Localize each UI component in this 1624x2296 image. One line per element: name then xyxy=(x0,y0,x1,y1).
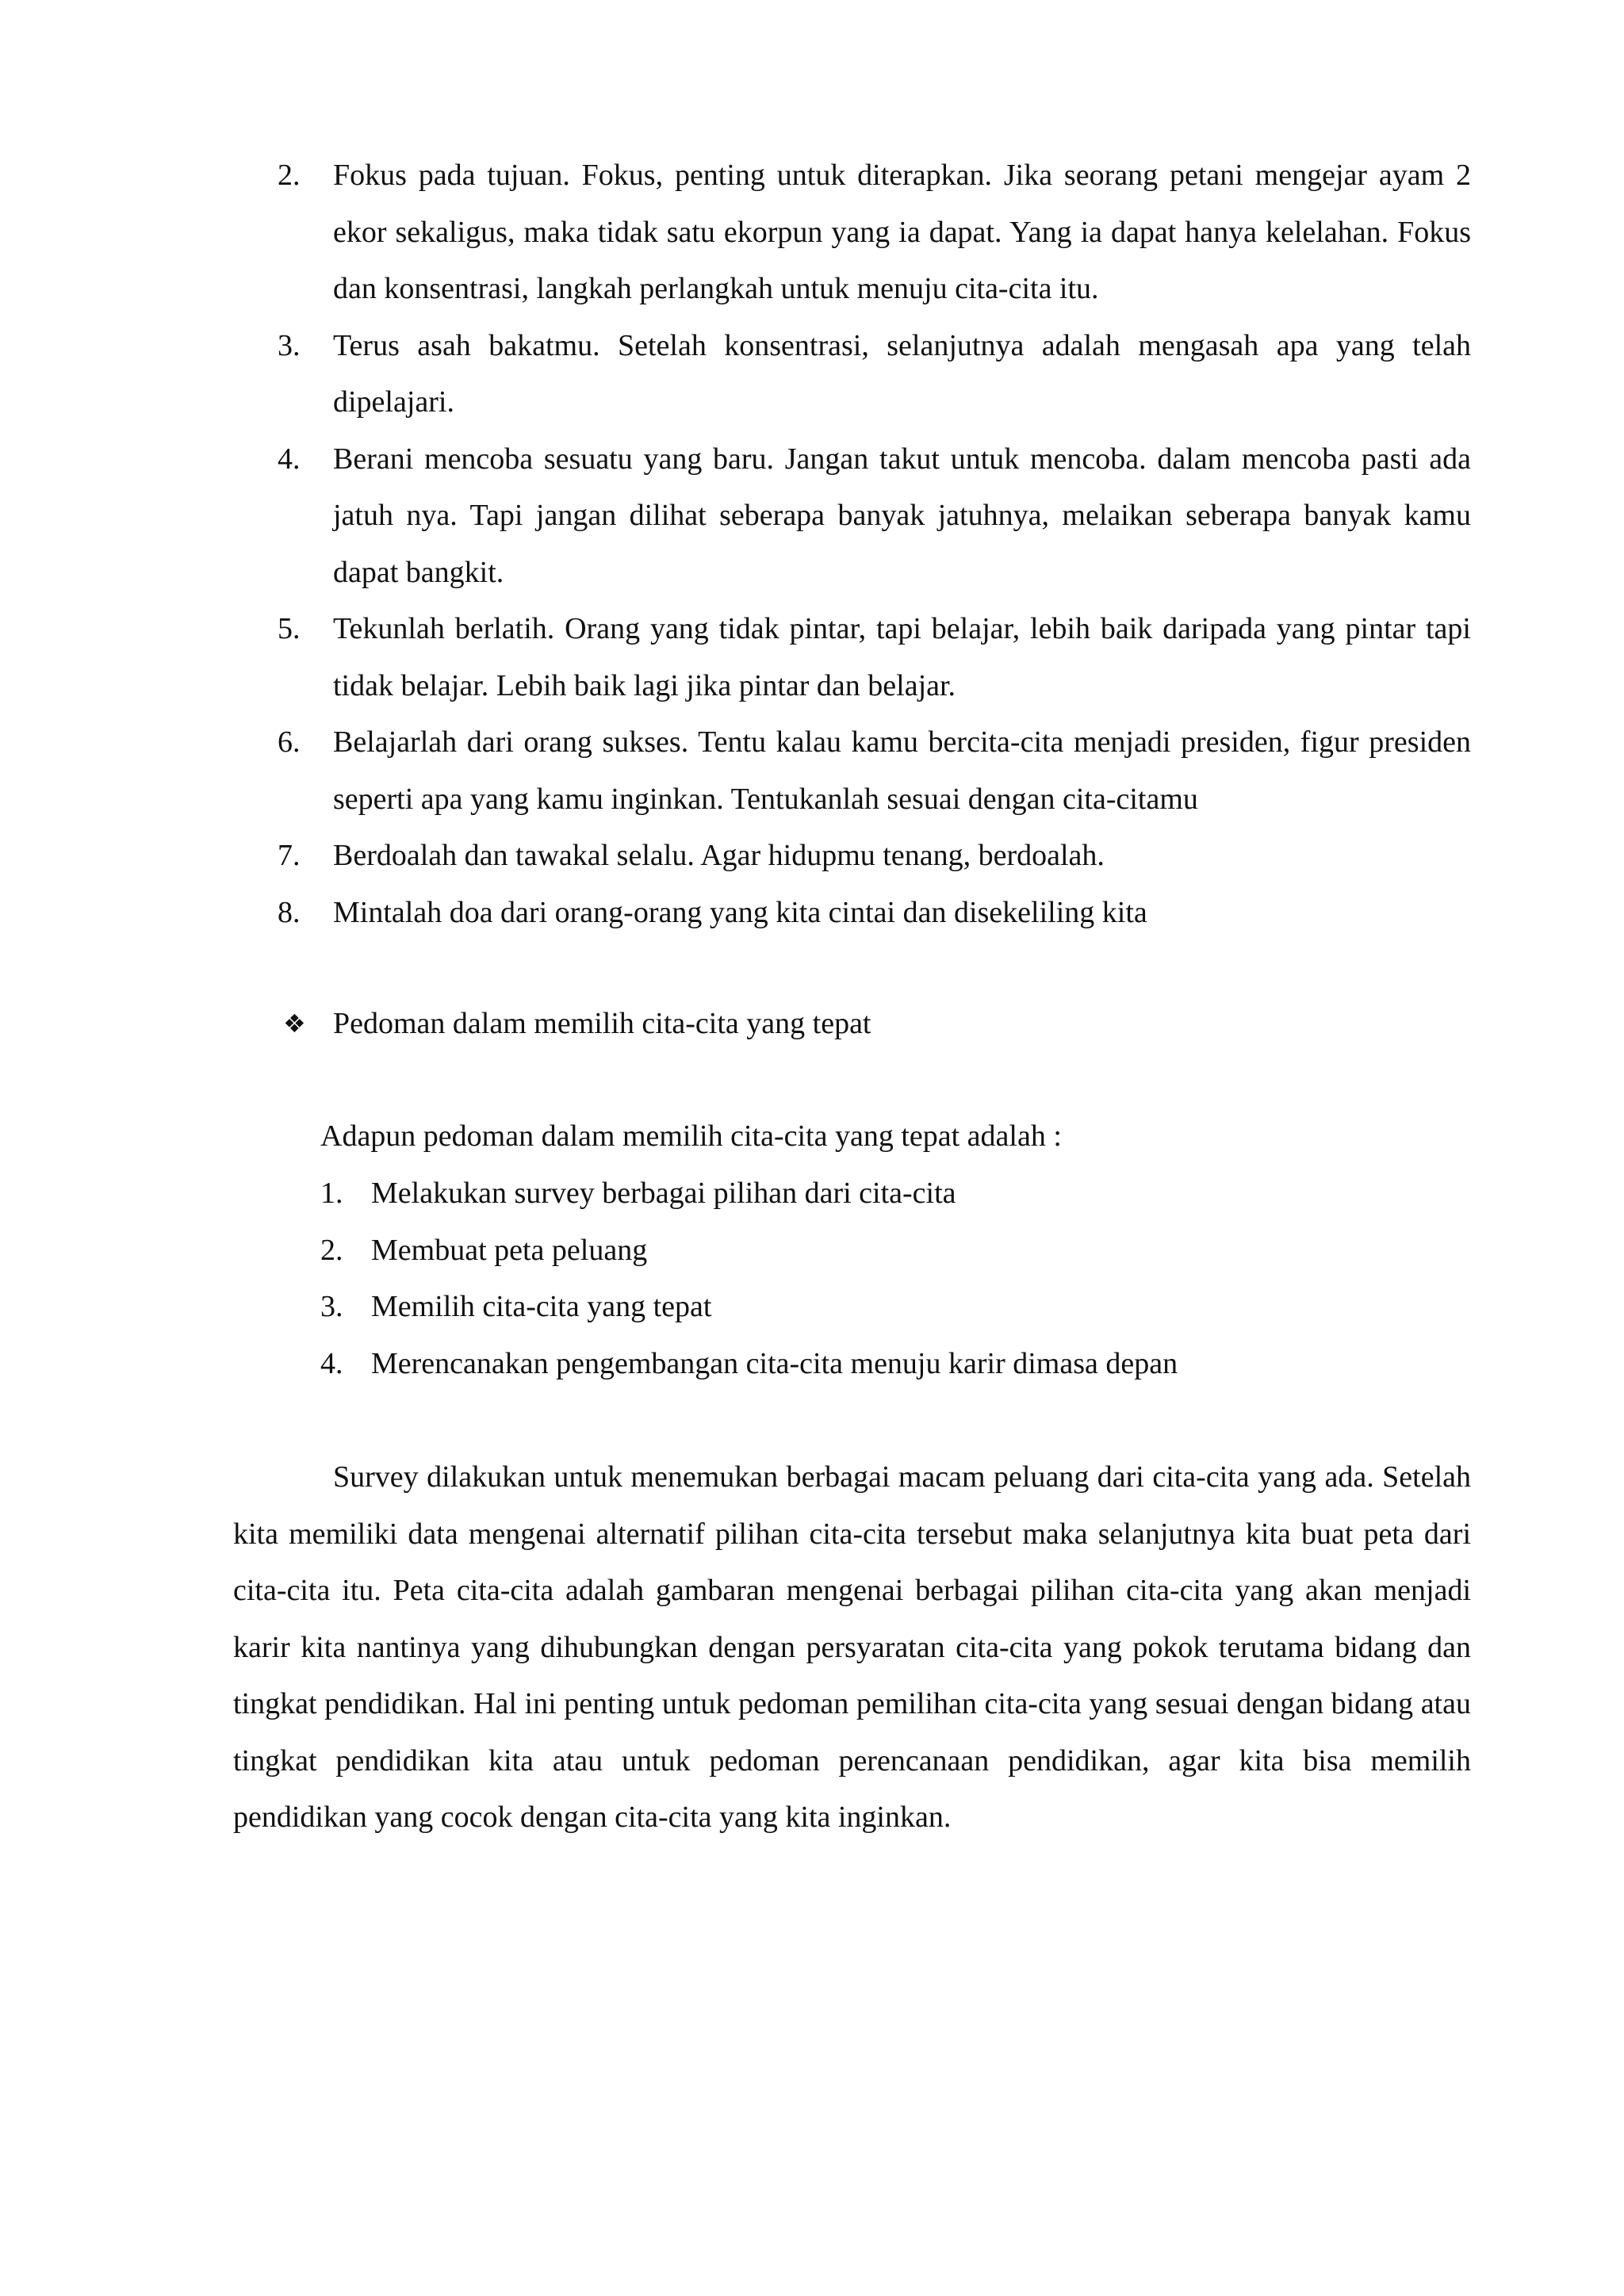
list-item-text: Tekunlah berlatih. Orang yang tidak pintar, tapi belajar, lebih baik daripada yang pintar tapi tidak belajar. Lebih baik lagi jika pintar dan belajar. xyxy=(333,612,1471,702)
list-item xyxy=(278,714,1471,828)
list-item xyxy=(278,318,1471,431)
tips-list xyxy=(278,147,1471,941)
list-item xyxy=(278,431,1471,602)
list-number: 2. xyxy=(320,1233,343,1267)
diamond-bullet-icon: ❖ xyxy=(283,1008,306,1039)
list-item xyxy=(320,1223,1178,1280)
section-heading-text: Pedoman dalam memilih cita-cita yang tepat xyxy=(333,1007,871,1040)
list-number: 4. xyxy=(278,442,301,476)
list-item xyxy=(320,1165,1178,1223)
list-item-text: Melakukan survey berbagai pilihan dari cita-cita xyxy=(371,1177,956,1210)
list-item xyxy=(278,601,1471,714)
list-number: 7. xyxy=(278,839,301,872)
list-number: 6. xyxy=(278,725,301,759)
list-number: 2. xyxy=(278,159,301,192)
list-number: 1. xyxy=(320,1177,343,1210)
list-item-text: Mintalah doa dari orang-orang yang kita cintai dan disekeliling kita xyxy=(333,895,1147,929)
guidelines-list xyxy=(320,1165,1178,1392)
list-item-text: Berani mencoba sesuatu yang baru. Jangan takut untuk mencoba. dalam mencoba pasti ada jatuh nya. Tapi jangan dilihat seberapa banyak jatuhnya, melaikan seberapa banyak kamu dapat bangkit. xyxy=(333,442,1471,589)
list-item-text: Memilih cita-cita yang tepat xyxy=(371,1290,712,1323)
list-number: 4. xyxy=(320,1346,343,1380)
list-item xyxy=(278,147,1471,318)
section-intro: Adapun pedoman dalam memilih cita-cita yang tepat adalah : xyxy=(320,1119,1062,1153)
list-number: 5. xyxy=(278,612,301,645)
list-item xyxy=(278,828,1471,885)
list-item xyxy=(320,1336,1178,1393)
list-item-text: Terus asah bakatmu. Setelah konsentrasi, selanjutnya adalah mengasah apa yang telah dipelajari. xyxy=(333,328,1471,419)
list-item-text: Berdoalah dan tawakal selalu. Agar hidupmu tenang, berdoalah. xyxy=(333,839,1105,872)
list-item xyxy=(278,885,1471,942)
list-number: 3. xyxy=(320,1290,343,1323)
list-item-text: Fokus pada tujuan. Fokus, penting untuk diterapkan. Jika seorang petani mengejar ayam 2 ekor sekaligus, maka tidak satu ekorpun yang ia dapat. Yang ia dapat hanya kelelahan. Fokus dan konsentrasi, langkah perlangkah untuk menuju cita-cita itu. xyxy=(333,159,1471,305)
list-item-text: Merencanakan pengembangan cita-cita menuju karir dimasa depan xyxy=(371,1346,1178,1380)
list-number: 8. xyxy=(278,895,301,929)
list-item-text: Membuat peta peluang xyxy=(371,1233,648,1267)
list-number: 3. xyxy=(278,328,301,362)
body-paragraph: Survey dilakukan untuk menemukan berbagai macam peluang dari cita-cita yang ada. Setelah kita memiliki data mengenai alternatif pilihan cita-cita tersebut maka selanjutnya kita buat peta dari cita-cita itu. Peta cita-cita adalah gambaran mengenai berbagai pilihan cita-cita yang akan menjadi karir kita nantinya yang dihubungkan dengan persyaratan cita-cita yang pokok terutama bidang dan tingkat pendidikan. Hal ini penting untuk pedoman pemilihan cita-cita yang sesuai dengan bidang atau tingkat pendidikan kita atau untuk pedoman perencanaan pendidikan, agar kita bisa memilih pendidikan yang cocok dengan cita-cita yang kita inginkan. xyxy=(233,1460,1471,1834)
list-item xyxy=(320,1279,1178,1336)
list-item-text: Belajarlah dari orang sukses. Tentu kalau kamu bercita-cita menjadi presiden, figur presiden seperti apa yang kamu inginkan. Tentukanlah sesuai dengan cita-citamu xyxy=(333,725,1471,816)
